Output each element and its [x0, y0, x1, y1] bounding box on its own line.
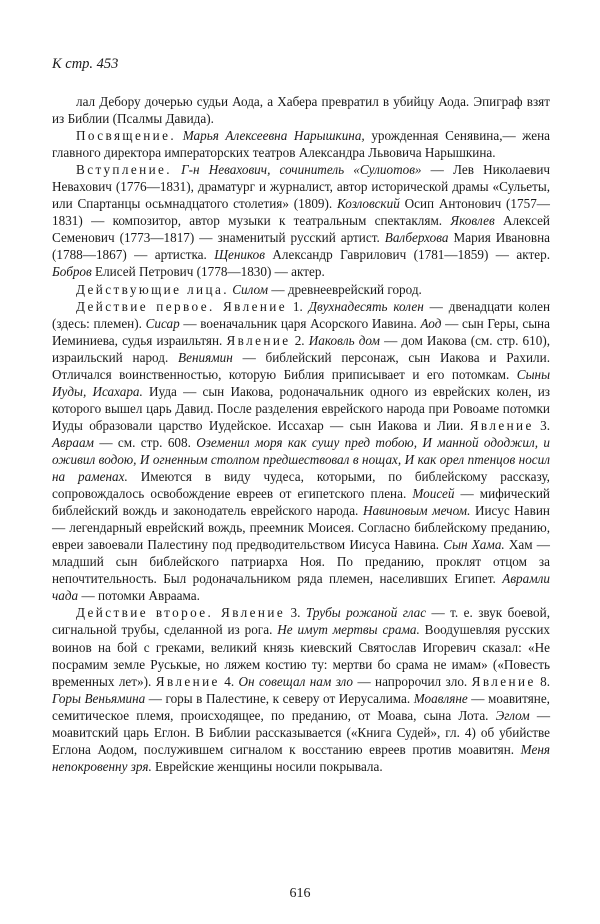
italic-term: Сын Хама. — [443, 537, 505, 553]
note-text: лал Дебору дочерью судьи Аода, а Хабера превратил в убийцу Аода. Эпиграф взят из Библии (Псалмы Давида). — [52, 94, 550, 127]
note-text: 3. — [533, 417, 551, 433]
note-text: — древнееврейский город. — [268, 281, 422, 297]
italic-term: Иаковль дом — [308, 332, 380, 348]
italic-term: Бобров — [52, 264, 92, 280]
note-text: — напророчил зло. — [353, 673, 472, 689]
note-text: — сын Геры, сына Иеминиева, судья израильтян. — [52, 315, 550, 348]
note-text: — двенадцати колен (здесь: племен). — [52, 298, 551, 331]
italic-term: Сыны Иуды, Исахара. — [52, 366, 550, 399]
section-marker: Действие первое. Явление — [76, 298, 287, 314]
section-marker: Явление — [226, 332, 291, 348]
section-marker: Явление — [155, 673, 220, 689]
note-text: Мария Ивановна (1788—1867) — артистка. — [52, 230, 551, 263]
section-marker: Явление — [471, 673, 536, 689]
page-header: К стр. 453 — [52, 56, 119, 72]
note-text: — потомки Авраама. — [78, 588, 200, 604]
note-text — [172, 162, 181, 177]
italic-term: Марья Алексеевна Нарышкина, — [182, 128, 365, 144]
note-text: — см. стр. 608. — [93, 434, 197, 450]
note-text: Хам — младший сын библейского патриарха Ноя. По преданию, проклят отцом за непочтительность. Был родоначальником ряда племен, населивших Египет. — [52, 537, 550, 587]
section-marker: Явление — [469, 417, 534, 433]
italic-term: Козловский — [337, 196, 400, 212]
italic-term: Вениямин — [178, 349, 233, 365]
italic-term: Авраам — [52, 434, 94, 450]
italic-term: Меня непокровенну зря. — [52, 741, 550, 774]
notes-text — [52, 93, 550, 775]
italic-term: Двухнадесять колен — [308, 298, 424, 314]
note-text: Еврейские женщины носили покрывала. — [151, 758, 383, 774]
note-text: Елисей Петрович (1778—1830) — актер. — [91, 264, 325, 280]
italic-term: Щеников — [214, 247, 265, 263]
note-text: Александр Гаврилович (1781—1859) — актер. — [264, 247, 550, 263]
italic-term: Оземенил моря как сушу пред тобою, И манной ододжил, и оживил водою, И огненным столпом предшествовал в нощах, И как орел птенцов носил на раменах. — [52, 434, 550, 485]
page-number: 616 — [289, 886, 311, 901]
note-text: — военачальник царя Асорского Иавина. — [179, 315, 421, 331]
note-text: 1. — [287, 298, 309, 314]
note-text: — т. е. звук боевой, сигнальной трубы, сделанной из рога. — [52, 605, 551, 638]
note-text: Имеются в виду чудеса, которыми, по библейскому рассказу, сопровождалось освобождение евреев от египетского плена. — [52, 469, 550, 502]
italic-term: Валберхова — [384, 230, 449, 246]
note-paragraph — [52, 281, 550, 298]
note-text: — горы в Палестине, к северу от Иерусалима. — [145, 690, 414, 706]
note-text: — библейский персонаж, сын Иакова и Рахили. Отличался воинственностью, которую Библия приписывает и его потомкам. — [52, 349, 550, 382]
italic-term: Г-н Невахович, сочинитель «Сулиотов» — [181, 162, 422, 178]
note-text — [176, 128, 183, 143]
note-text: Иуда — сын Иакова, родоначальник одного из еврейских колен, из которого вышел царь Давид. После разделения еврейского народа при Ровоаме потомки Иуды образовали царство Иудейское. Иссахар — сын Иакова и Лии. — [52, 383, 550, 433]
italic-term: Он совещал нам зло — [238, 673, 354, 689]
section-marker: Действие второе. Явление — [76, 605, 286, 621]
note-text: Алексей Семенович (1773—1817) — знаменитый русский артист. — [52, 213, 550, 246]
italic-term: Не имут мертвы срама. — [277, 622, 420, 638]
italic-term: Аврамли чада — [52, 571, 550, 604]
note-text: урожденная Сенявина,— жена главного директора императорских театров Александра Львовича Нарышкина. — [52, 128, 550, 161]
note-text: — моавитский царь Еглон. В Библии рассказывается («Книга Судей», гл. 4) об убийстве Еглона Аодом, послужившем сигналом к восстанию евреев против моавитян. — [52, 707, 551, 757]
italic-term: Навиновым мечом. — [362, 503, 471, 519]
italic-term: Трубы рожаной глас — [305, 605, 427, 621]
note-paragraph — [52, 127, 550, 161]
note-paragraph — [52, 298, 550, 605]
note-paragraph — [52, 161, 550, 280]
note-text: 2. — [290, 332, 309, 348]
note-text: — Лев Николаевич Невахович (1776—1831), драматург и журналист, автор исторической драмы «Сульеты, или Спартанцы осьмнадцатого столетия» (1809). — [52, 162, 551, 212]
note-paragraph — [52, 93, 550, 127]
note-paragraph — [52, 604, 550, 774]
note-text: 4. — [219, 673, 239, 689]
note-text: — моавитяне, семитическое племя, происходящее, по преданию, от Моава, сына Лота. — [52, 690, 550, 723]
italic-term: Моисей — [412, 486, 455, 502]
italic-term: Яковлев — [450, 213, 495, 229]
italic-term: Аод — [420, 315, 442, 331]
italic-term: Силом — [232, 281, 269, 297]
note-text: Воодушевляя русских воинов на бой с греками, великий князь киевский Святослав Игоревич сказал: «Не посрамим земле Руськыe, но ляжем костию ту: мертви бо срама не имам» («Повесть временных лет»). — [52, 622, 550, 689]
italic-term: Горы Веньямина — [52, 690, 146, 706]
section-marker: Посвящение. — [76, 128, 177, 144]
note-text: 8. — [535, 673, 551, 689]
note-text: Иисус Навин — легендарный еврейский вождь, преемник Моисея. Согласно библейскому преданию, евреи завоевали Палестину под предводительством Иисуса Навина. — [52, 503, 550, 553]
note-text: Осип Антонович (1757—1831) — композитор, автор музыки к театральным спектаклям. — [52, 196, 550, 229]
note-text: 3. — [285, 605, 306, 621]
section-marker: Вступление. — [76, 162, 172, 178]
italic-term: Сисар — [145, 315, 180, 331]
italic-term: Моавляне — [413, 690, 468, 706]
note-text: — дом Иакова (см. стр. 610), израильский народ. — [52, 332, 551, 365]
note-text: — мифический библейский вождь и законодатель еврейского народа. — [52, 486, 550, 519]
section-marker: Действующие лица. — [76, 281, 229, 297]
italic-term: Эглом — [495, 707, 530, 723]
